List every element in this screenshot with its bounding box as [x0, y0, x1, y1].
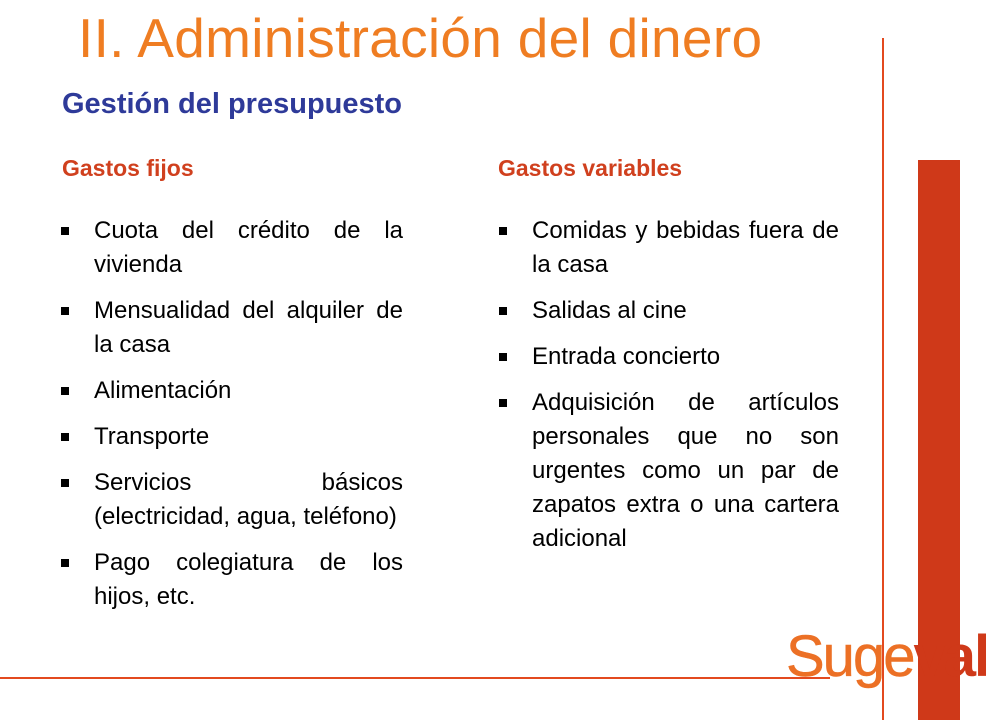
list-item: [496, 340, 839, 374]
fixed-expenses-list: [58, 214, 403, 626]
list-item-text: Pago colegiatura de los hijos, etc.: [94, 549, 403, 610]
logo-part-val: val: [913, 624, 988, 689]
list-item: [496, 214, 839, 282]
list-item: [58, 546, 403, 614]
list-item: [496, 386, 839, 556]
list-item: [496, 294, 839, 328]
list-item: [58, 214, 403, 282]
page-subtitle: Gestión del presupuesto: [62, 88, 402, 120]
logo-part-suge: Suge: [786, 624, 914, 689]
list-item-text: Alimentación: [94, 377, 232, 404]
vertical-divider: [882, 38, 884, 720]
bullet-icon: [61, 227, 69, 235]
bullet-icon: [61, 387, 69, 395]
list-item: [58, 420, 403, 454]
list-item-text: Comidas y bebidas fuera de la casa: [532, 217, 839, 278]
list-item-text: Mensualidad del alquiler de la casa: [94, 297, 403, 358]
sugeval-logo: [786, 624, 988, 689]
bullet-icon: [499, 353, 507, 361]
fixed-expenses-heading: Gastos fijos: [62, 155, 194, 181]
list-item-text: Entrada concierto: [532, 343, 721, 370]
list-item-text: Adquisición de artículos personales que no son urgentes como un par de zapatos extra o una cartera adicional: [532, 389, 839, 552]
bullet-icon: [61, 433, 69, 441]
list-item-text: Salidas al cine: [532, 297, 687, 324]
list-item: [58, 374, 403, 408]
list-item-text: Transporte: [94, 423, 210, 450]
list-item-text: Servicios básicos (electricidad, agua, teléfono): [94, 469, 403, 530]
bullet-icon: [61, 479, 69, 487]
variable-expenses-heading: Gastos variables: [498, 155, 683, 181]
bullet-icon: [499, 307, 507, 315]
page-title: II. Administración del dinero: [78, 7, 763, 69]
list-item: [58, 466, 403, 534]
bullet-icon: [61, 307, 69, 315]
list-item: [58, 294, 403, 362]
horizontal-divider: [0, 677, 830, 679]
bullet-icon: [61, 559, 69, 567]
bullet-icon: [499, 227, 507, 235]
variable-expenses-list: [496, 214, 839, 568]
list-item-text: Cuota del crédito de la vivienda: [94, 217, 403, 278]
bullet-icon: [499, 399, 507, 407]
